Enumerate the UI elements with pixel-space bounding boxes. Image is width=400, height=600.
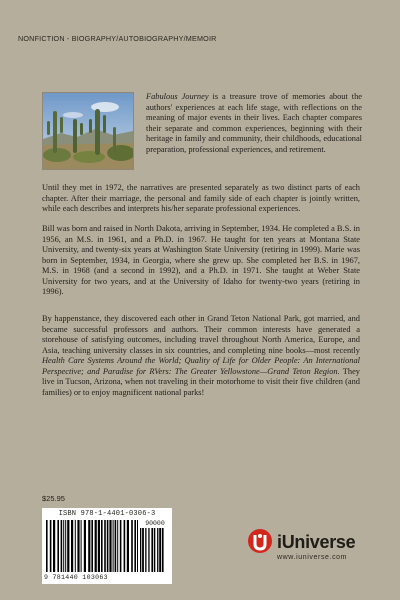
book-titles: Health Care Systems Around the World; Quality of Life for Older People: An International Perspective; and Paradise for RVers: The Greater Yellowstone—Grand Teton Region. <box>42 356 360 376</box>
intro-text: is a treasure trove of memories about the authors' experiences at each life stage, with reflections on the meaning of major events in their lives. Each chapter compares their separate and common experiences, beginning with their heritage in family and community, their childhoods, educational preparation, professional experiences, and retirement. <box>146 92 362 154</box>
publisher-logo <box>247 528 377 562</box>
genre-label: NONFICTION - BIOGRAPHY/AUTOBIOGRAPHY/MEMOIR <box>18 34 217 43</box>
price-label: $25.95 <box>42 494 65 503</box>
iuniverse-logo-icon <box>247 528 273 554</box>
structure-paragraph: Until they met in 1972, the narratives are presented separately as two distinct parts of each chapter. After their marriage, the personal and family side of each chapter is jointly written, while each describes and interprets his/her separate professional experiences. <box>42 183 360 213</box>
authors-text-1: By happenstance, they discovered each other in Grand Teton National Park, got married, and became successful professors and authors. Their common interests have generated a storehouse of satisfying outcomes, including travel throughout North America, Europe, and Asia, teaching university classes in six countries, and completing nine books—most recently <box>42 314 360 355</box>
publisher-name: iUniverse <box>277 532 356 552</box>
intro-paragraph <box>146 92 362 155</box>
authors-paragraph <box>42 314 360 398</box>
isbn-number: ISBN 978-1-4401-0306-3 <box>58 510 156 518</box>
isbn-barcode <box>42 508 172 584</box>
barcode-addon-bars <box>140 528 168 574</box>
barcode-bars <box>46 520 138 574</box>
authors-text-2: They live in Tucson, Arizona, when not traveling in their motorhome to visit their five children (and families) or to enjoy magnificent national parks! <box>42 366 360 397</box>
barcode-digits: 9 781440 103063 <box>44 574 108 581</box>
barcode-addon-digits: 90000 <box>145 520 165 527</box>
biography-paragraph: Bill was born and raised in North Dakota, arriving in September, 1934. He completed a B.S. in 1956, an M.S. in 1961, and a Ph.D. in 1967. He taught for ten years at Montana State University, and twenty-six years at Washington State University (retiring in 1999). Marie was born in September, 1934, in Georgia, where she grew up. She completed her B.S. in 1967, M.S. in 1968 (and a second in 1992), and a Ph.D. in 1971. She taught at Weber State University for two years, and at the University of Idaho for twenty-two years (retiring in 1996). <box>42 224 360 296</box>
desert-cactus-photo <box>42 92 134 170</box>
book-title: Fabulous Journey <box>146 92 209 101</box>
publisher-url: www.iuniverse.com <box>277 554 348 561</box>
